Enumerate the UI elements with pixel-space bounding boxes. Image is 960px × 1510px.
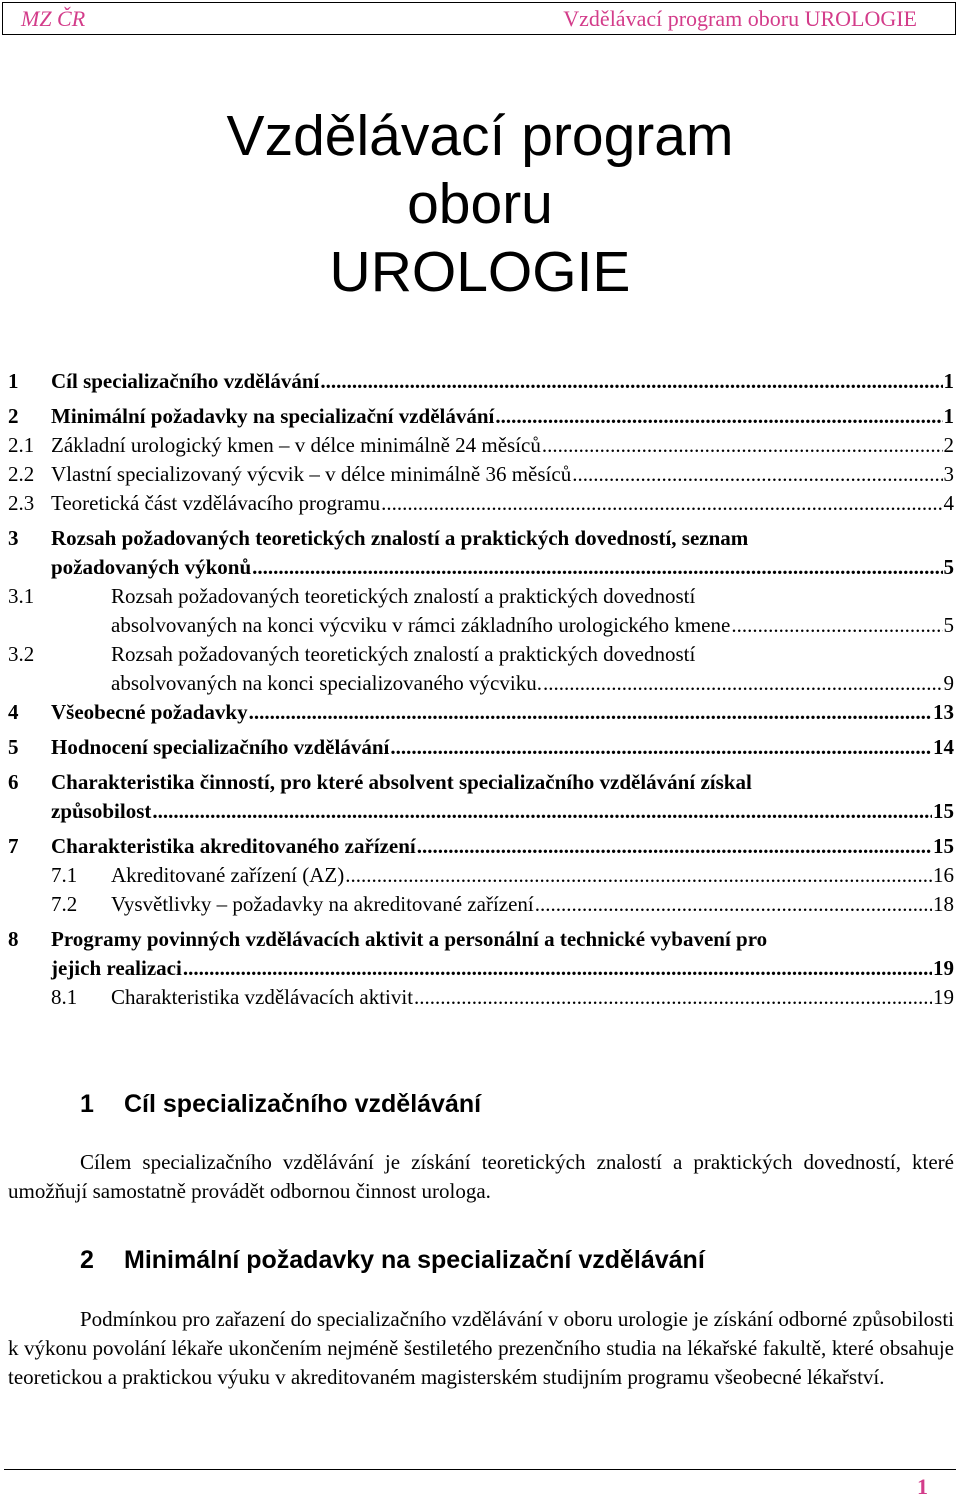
toc-page: 4 — [943, 491, 954, 515]
toc-page: 19 — [933, 985, 954, 1009]
toc-number: 2 — [8, 404, 19, 428]
section-title: Cíl specializačního vzdělávání — [124, 1090, 482, 1118]
section-2-text: Podmínkou pro zařazení do specializačního vzdělávání v oboru urologie je získání odborné způsobilosti k výkonu povolání lékaře ukončením nejméně šestiletého prezenčního studia na lékařské fakultě, které obsahuje teoretickou a praktickou výuku v akreditovaném magisterském studijním programu všeobecné lékařství. — [8, 1307, 954, 1389]
toc-number: 8.1 — [51, 985, 78, 1009]
toc-leader — [320, 367, 942, 396]
toc-number: 6 — [8, 770, 19, 794]
toc-page: 15 — [933, 799, 954, 823]
toc-text: Hodnocení specializačního vzdělávání — [51, 735, 390, 759]
toc-page: 1 — [943, 404, 954, 428]
toc-entry-3-2[interactable] — [8, 640, 954, 698]
toc-leader — [731, 611, 942, 640]
toc-leader — [414, 983, 932, 1012]
toc-text: jejich realizaci — [51, 956, 182, 980]
section-2-heading — [80, 1246, 705, 1275]
toc-text: absolvovaných na konci specializovaného výcviku. — [111, 671, 542, 695]
toc-entry-7-2[interactable] — [8, 890, 954, 919]
toc-text: Charakteristika akreditovaného zařízení — [51, 834, 416, 858]
toc-text: Teoretická část vzdělávacího programu — [51, 491, 381, 515]
toc-leader — [543, 669, 943, 698]
toc-leader — [183, 954, 932, 983]
toc-entry-2-3[interactable] — [8, 489, 954, 518]
table-of-contents — [8, 367, 954, 1012]
toc-entry-8[interactable] — [8, 925, 954, 983]
section-number: 2 — [80, 1246, 94, 1274]
toc-text: Charakteristika činností, pro které absolvent specializačního vzdělávání získal — [51, 770, 752, 794]
toc-leader — [345, 861, 932, 890]
document-title — [0, 102, 960, 306]
section-title: Minimální požadavky na specializační vzdělávání — [124, 1246, 705, 1274]
toc-page: 1 — [943, 369, 954, 393]
toc-number: 4 — [8, 700, 19, 724]
toc-leader — [417, 832, 932, 861]
header-ministry: MZ ČR — [21, 5, 86, 31]
toc-entry-2-2[interactable] — [8, 460, 954, 489]
toc-entry-4[interactable] — [8, 698, 954, 727]
toc-text: Základní urologický kmen – v délce minimálně 24 měsíců — [51, 433, 541, 457]
footer-divider — [4, 1469, 956, 1470]
toc-number: 7.2 — [51, 892, 78, 916]
toc-text: Charakteristika vzdělávacích aktivit — [111, 985, 414, 1009]
toc-text: Programy povinných vzdělávacích aktivit a personální a technické vybavení pro — [51, 927, 768, 951]
toc-number: 7 — [8, 834, 19, 858]
toc-page: 5 — [943, 613, 954, 637]
toc-leader — [152, 797, 932, 826]
toc-page: 9 — [943, 671, 954, 695]
toc-leader — [495, 402, 942, 431]
toc-leader — [390, 733, 932, 762]
toc-text: Vlastní specializovaný výcvik – v délce minimálně 36 měsíců — [51, 462, 572, 486]
toc-text: způsobilost — [51, 799, 152, 823]
toc-number: 3 — [8, 526, 19, 550]
toc-number: 2.2 — [8, 462, 35, 486]
toc-leader — [249, 698, 932, 727]
toc-leader — [542, 431, 943, 460]
section-1-text: Cílem specializačního vzdělávání je získání teoretických znalostí a praktických dovedností, které umožňují samostatně provádět odbornou činnost urologa. — [8, 1150, 954, 1203]
title-line-1: Vzdělávací program — [226, 104, 734, 168]
toc-number: 5 — [8, 735, 19, 759]
toc-number: 1 — [8, 369, 19, 393]
section-number: 1 — [80, 1090, 94, 1118]
toc-number: 7.1 — [51, 863, 78, 887]
toc-text: Minimální požadavky na specializační vzdělávání — [51, 404, 495, 428]
header-doc-title: Vzdělávací program oboru UROLOGIE — [563, 5, 917, 31]
toc-text: Rozsah požadovaných teoretických znalostí a praktických dovedností — [111, 642, 696, 666]
toc-text: Rozsah požadovaných teoretických znalostí a praktických dovedností, seznam — [51, 526, 749, 550]
toc-text: Cíl specializačního vzdělávání — [51, 369, 320, 393]
toc-number: 3.2 — [8, 642, 35, 666]
toc-page: 2 — [943, 433, 954, 457]
toc-page: 13 — [933, 700, 954, 724]
toc-entry-3[interactable] — [8, 524, 954, 582]
toc-page: 14 — [933, 735, 954, 759]
page-header — [2, 2, 956, 35]
toc-entry-1[interactable] — [8, 367, 954, 396]
toc-number: 2.1 — [8, 433, 35, 457]
toc-leader — [252, 553, 942, 582]
title-line-2: oboru — [407, 172, 553, 236]
toc-entry-3-1[interactable] — [8, 582, 954, 640]
toc-text: Všeobecné požadavky — [51, 700, 248, 724]
toc-entry-7-1[interactable] — [8, 861, 954, 890]
toc-entry-2[interactable] — [8, 402, 954, 431]
toc-page: 3 — [943, 462, 954, 486]
toc-entry-2-1[interactable] — [8, 431, 954, 460]
toc-page: 18 — [933, 892, 954, 916]
toc-page: 5 — [943, 555, 954, 579]
toc-text: Rozsah požadovaných teoretických znalostí a praktických dovedností — [111, 584, 696, 608]
toc-leader — [381, 489, 942, 518]
toc-page: 15 — [933, 834, 954, 858]
toc-entry-6[interactable] — [8, 768, 954, 826]
toc-text: absolvovaných na konci výcviku v rámci základního urologického kmene — [111, 613, 731, 637]
toc-leader — [535, 890, 932, 919]
toc-text: Vysvětlivky – požadavky na akreditované zařízení — [111, 892, 534, 916]
toc-number: 2.3 — [8, 491, 35, 515]
section-1-heading — [80, 1090, 481, 1119]
toc-page: 19 — [933, 956, 954, 980]
toc-entry-7[interactable] — [8, 832, 954, 861]
toc-leader — [572, 460, 942, 489]
toc-number: 8 — [8, 927, 19, 951]
toc-text: požadovaných výkonů — [51, 555, 252, 579]
toc-page: 16 — [933, 863, 954, 887]
toc-text: Akreditované zařízení (AZ) — [111, 863, 345, 887]
toc-entry-8-1[interactable] — [8, 983, 954, 1012]
toc-entry-5[interactable] — [8, 733, 954, 762]
toc-number: 3.1 — [8, 584, 35, 608]
page-number: 1 — [917, 1474, 928, 1499]
title-line-3: UROLOGIE — [329, 240, 631, 304]
